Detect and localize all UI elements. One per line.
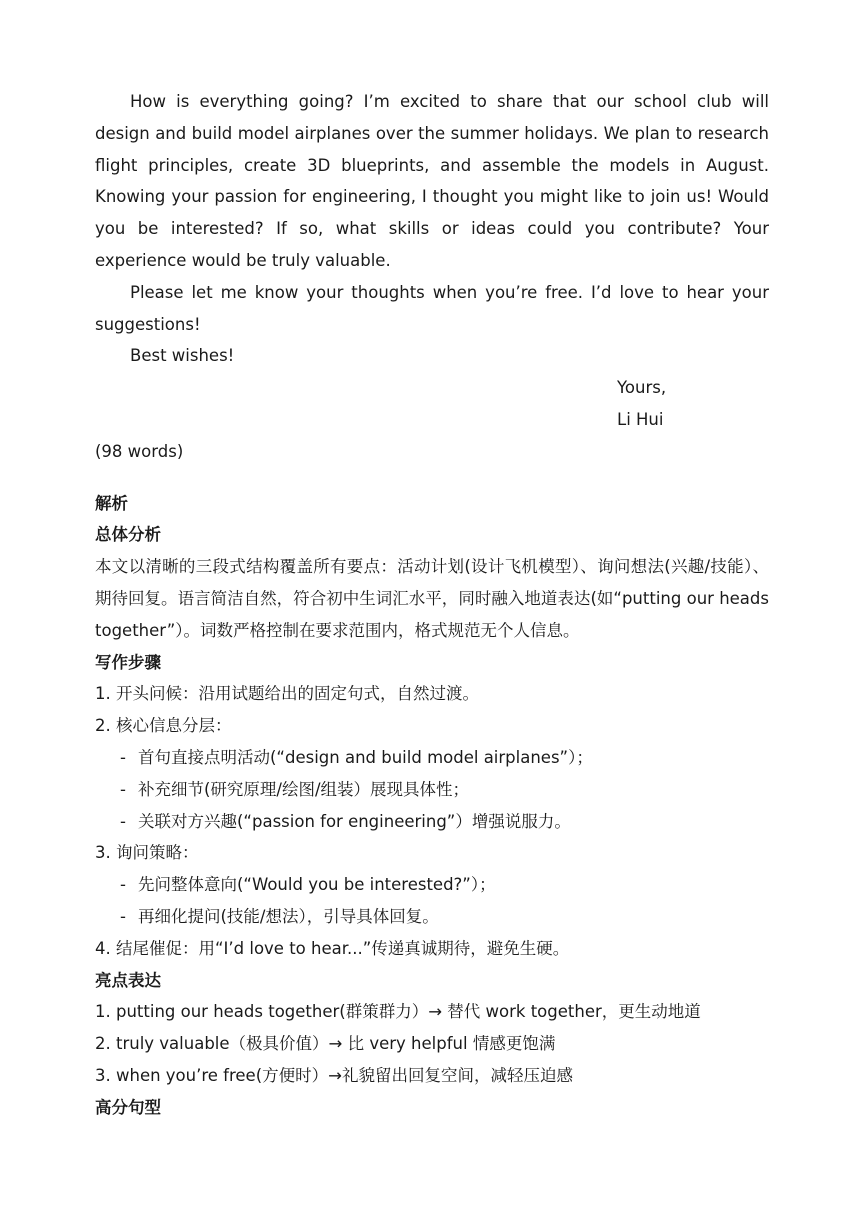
- section-gap: [95, 468, 769, 488]
- step-1: 1. 开头问候：沿用试题给出的固定句式，自然过渡。: [95, 684, 479, 704]
- letter-yours: Yours,: [617, 378, 667, 398]
- document-page: [95, 86, 769, 1124]
- step-3: 3. 询问策略：: [95, 843, 199, 863]
- overall-analysis-text: 本文以清晰的三段式结构覆盖所有要点：活动计划(设计飞机模型）、询问想法(兴趣/技能）、期待回复。语言简洁自然，符合初中生词汇水平，同时融入地道表达(如“putting our heads together”）。词数严格控制在要求范围内，格式规范无个人信息。: [95, 557, 769, 640]
- high-score-sentences-heading: 高分句型: [95, 1097, 161, 1117]
- highlight-item: 1. putting our heads together(群策群力）→ 替代 work together，更生动地道: [95, 1002, 701, 1022]
- step-2: 2. 核心信息分层：: [95, 716, 232, 736]
- step-2-item-text: 补充细节(研究原理/绘图/组装）展现具体性；: [138, 779, 470, 799]
- letter-closing: Best wishes!: [130, 346, 235, 366]
- step-3-item: - 再细化提问(技能/想法），引导具体回复。: [120, 906, 439, 926]
- step-2-item-text: 关联对方兴趣(“passion for engineering”）增强说服力。: [138, 811, 571, 831]
- overall-analysis-heading: 总体分析: [95, 525, 161, 545]
- letter-paragraph-1: How is everything going? I’m excited to share that our school club will design and build model airplanes over the summer holidays. We plan to research flight principles, create 3D blueprints, and assemble the models in August. Knowing your passion for engineering, I thought you might like to join us! Would you be interested? If so, what skills or ideas could you contribute? Your experience would be truly valuable.: [95, 92, 769, 270]
- highlight-item: 3. when you’re free(方便时）→礼貌留出回复空间，减轻压迫感: [95, 1065, 573, 1085]
- step-3-item-text: 再细化提问(技能/想法），引导具体回复。: [138, 906, 439, 926]
- step-3-item-text: 先问整体意向(“Would you be interested?”）；: [138, 875, 496, 895]
- step-2-item: - 关联对方兴趣(“passion for engineering”）增强说服力。: [120, 811, 571, 831]
- word-count: (98 words): [95, 441, 184, 461]
- step-2-item-text: 首句直接点明活动(“design and build model airplanes”）；: [138, 747, 593, 767]
- step-2-item: - 首句直接点明活动(“design and build model airplanes”）；: [120, 747, 593, 767]
- step-2-item: - 补充细节(研究原理/绘图/组装）展现具体性；: [120, 779, 470, 799]
- letter-signature: Li Hui: [617, 409, 664, 429]
- analysis-heading: 解析: [95, 493, 128, 513]
- highlight-item: 2. truly valuable（极具价值）→ 比 very helpful 情感更饱满: [95, 1034, 556, 1054]
- writing-steps-heading: 写作步骤: [95, 652, 161, 672]
- step-3-item: - 先问整体意向(“Would you be interested?”）；: [120, 875, 496, 895]
- highlights-heading: 亮点表达: [95, 970, 161, 990]
- letter-paragraph-2: Please let me know your thoughts when you’re free. I’d love to hear your suggestions!: [95, 282, 769, 334]
- step-4: 4. 结尾催促：用“I’d love to hear...”传递真诚期待，避免生硬。: [95, 938, 570, 958]
